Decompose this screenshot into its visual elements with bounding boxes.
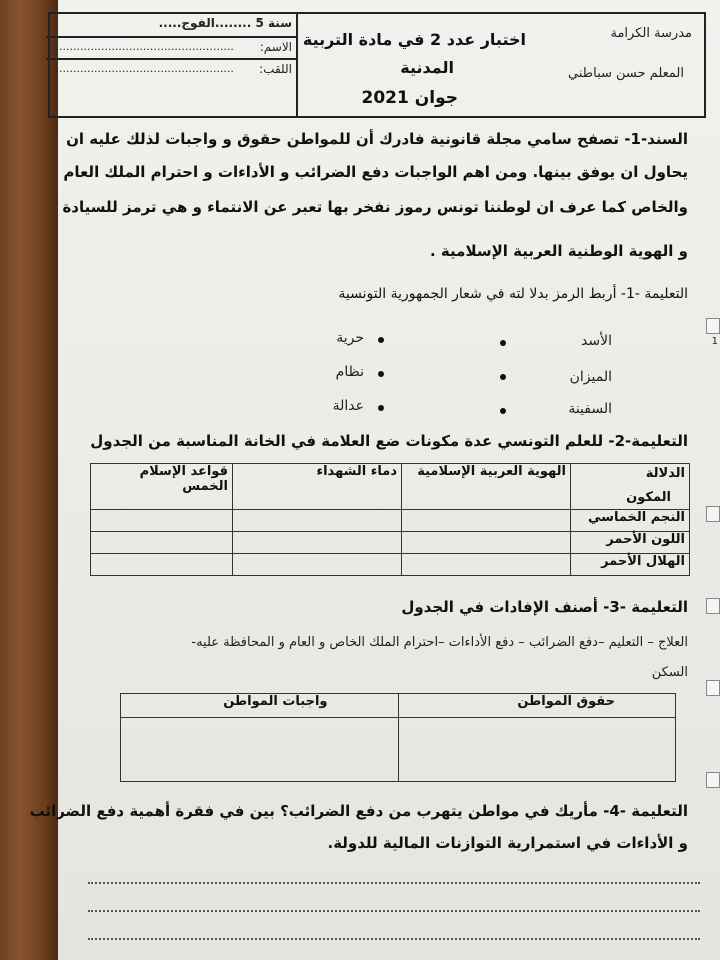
name-label: الاسم: [259, 40, 292, 54]
q4-line-2: و الأداءات في استمرارية التوازنات المالية للدولة. [327, 834, 688, 852]
row-crescent: الهلال الأحمر [571, 554, 690, 576]
name-row [46, 36, 296, 60]
col-martyrs: دماء الشهداء [233, 464, 402, 510]
q3-items-line-2: السكن [651, 665, 688, 680]
answer-cell[interactable] [402, 510, 571, 532]
source-line-1: السند-1- تصفح سامي مجلة قانونية فادرك أن للمواطن حقوق و واجبات لذلك عليه ان [66, 130, 688, 148]
q3-items-line-1: العلاج – التعليم –دفع الضرائب – دفع الأداءات –احترام الملك الخاص و العام و المحافظة عليه- [191, 635, 688, 650]
rights-answer-cell[interactable] [398, 718, 676, 782]
q1-instruction: التعليمة -1- أربط الرمز بدلا لته في شعار الجمهورية التونسية [338, 286, 688, 302]
answer-cell[interactable] [402, 532, 571, 554]
symbol-dot[interactable] [500, 374, 506, 380]
answer-cell[interactable] [233, 554, 402, 576]
q4-line-1: التعليمة -4- مأريك في مواطن يتهرب من دفع الضرائب؟ بين في فقرة أهمية دفع الضرائب [29, 802, 688, 820]
exam-header [48, 12, 706, 118]
answer-line[interactable] [88, 938, 700, 940]
row-star: النجم الخماسي [571, 510, 690, 532]
answer-cell[interactable] [402, 554, 571, 576]
symbol-scales: الميزان [569, 369, 612, 385]
col-duties: واجبات المواطن [121, 694, 399, 718]
q3-instruction: التعليمة -3- أصنف الإفادات في الجدول [401, 598, 688, 616]
answer-cell[interactable] [233, 510, 402, 532]
edge-mark [706, 772, 720, 788]
surname-field[interactable]: .................................................... [52, 62, 234, 75]
exam-subject: المدنية [400, 58, 454, 77]
meaning-dot[interactable] [378, 405, 384, 411]
edge-mark [706, 598, 720, 614]
corner-cell [571, 464, 690, 510]
answer-cell[interactable] [233, 532, 402, 554]
corner-top: الدلالة [645, 466, 685, 481]
symbol-lion: الأسد [581, 333, 612, 349]
source-line-2: يحاول ان يوفق بينها. ومن اهم الواجبات دفع الضرائب و الأداءات و احترام الملك العام [63, 163, 688, 181]
edge-number: 1 [711, 336, 718, 347]
answer-cell[interactable] [91, 510, 233, 532]
symbol-dot[interactable] [500, 340, 506, 346]
class-row [46, 14, 296, 38]
meaning-dot[interactable] [378, 337, 384, 343]
teacher-name: المعلم حسن سباطني [568, 66, 684, 81]
rights-duties-table [120, 693, 676, 782]
answer-cell[interactable] [91, 532, 233, 554]
duties-answer-cell[interactable] [121, 718, 399, 782]
edge-mark [706, 506, 720, 522]
meaning-order: نظام [335, 364, 364, 380]
meaning-justice: عدالة [332, 398, 364, 414]
source-line-3: والخاص كما عرف ان لوطننا تونس رموز نفخر بها تعبر عن الانتماء و هي ترمز للسيادة [62, 198, 688, 216]
meaning-dot[interactable] [378, 371, 384, 377]
col-identity: الهوية العربية الإسلامية [402, 464, 571, 510]
edge-mark [706, 680, 720, 696]
flag-table [90, 463, 690, 576]
student-info-cell [46, 14, 296, 116]
school-cell [534, 14, 704, 116]
col-pillars: قواعد الإسلام الخمس [91, 464, 233, 510]
exam-date: جوان 2021 [361, 88, 458, 108]
surname-label: اللقب: [259, 62, 292, 76]
row-red: اللون الأحمر [571, 532, 690, 554]
name-field[interactable]: .................................................... [52, 40, 234, 53]
class-label: سنة 5 ........الفوج..... [158, 16, 292, 30]
answer-line[interactable] [88, 882, 700, 884]
q2-instruction: التعليمة-2- للعلم التونسي عدة مكونات ضع العلامة في الخانة المناسبة من الجدول [90, 432, 688, 450]
school-name: مدرسة الكرامة [610, 26, 692, 41]
exam-title: اختبار عدد 2 في مادة التربية [302, 30, 526, 49]
title-cell [296, 14, 534, 116]
col-rights: حقوق المواطن [398, 694, 676, 718]
symbol-dot[interactable] [500, 408, 506, 414]
source-line-4: و الهوية الوطنية العربية الإسلامية . [430, 242, 688, 260]
meaning-freedom: حرية [336, 330, 364, 346]
surname-row [46, 58, 296, 80]
corner-bottom: المكون [626, 490, 671, 505]
answer-cell[interactable] [91, 554, 233, 576]
edge-mark [706, 318, 720, 334]
answer-line[interactable] [88, 910, 700, 912]
symbol-ship: السفينة [568, 401, 612, 417]
